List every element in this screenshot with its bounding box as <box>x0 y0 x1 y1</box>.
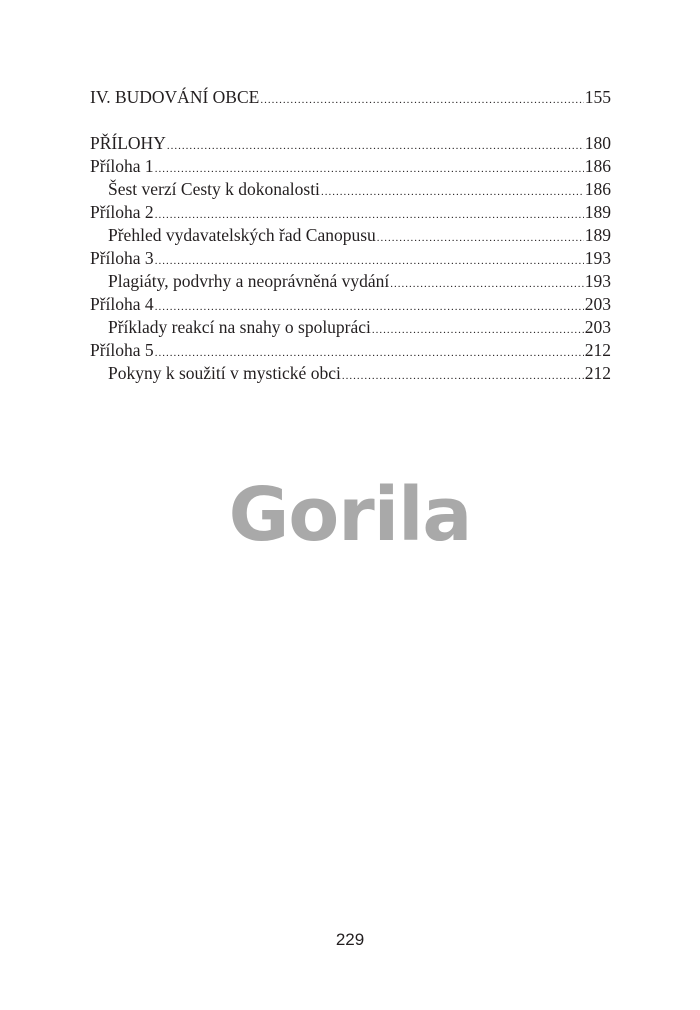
toc-entry-page: 189 <box>584 202 611 222</box>
table-of-contents <box>90 86 611 385</box>
toc-entry-label: IV. BUDOVÁNÍ OBCE <box>90 87 260 107</box>
toc-subentry-prehled <box>90 224 611 247</box>
toc-entry-label: Pokyny k soužití v mystické obci <box>108 363 341 383</box>
toc-entry-priloha-1 <box>90 155 611 178</box>
toc-entry-prilohy <box>90 132 611 155</box>
toc-entry-page: 212 <box>584 340 611 360</box>
toc-entry-page: 193 <box>584 271 611 291</box>
dot-leader <box>260 89 583 112</box>
toc-entry-priloha-3 <box>90 247 611 270</box>
toc-entry-label: Příloha 1 <box>90 156 154 176</box>
toc-entry-page: 180 <box>584 133 611 153</box>
toc-entry-page: 203 <box>584 317 611 337</box>
toc-entry-page: 212 <box>584 363 611 383</box>
page-number: 229 <box>335 930 365 949</box>
toc-entry-label: Plagiáty, podvrhy a neoprávněná vydání <box>108 271 390 291</box>
toc-entry-label: Šest verzí Cesty k dokonalosti <box>108 179 320 199</box>
dot-leader <box>167 135 584 158</box>
dot-leader <box>342 365 584 388</box>
toc-entry-page: 189 <box>584 225 611 245</box>
publisher-watermark: Gorila <box>228 472 472 558</box>
toc-entry-page: 155 <box>584 87 611 107</box>
dot-leader <box>321 181 584 204</box>
toc-entry-label: Příloha 4 <box>90 294 154 314</box>
toc-subentry-plagiaty <box>90 270 611 293</box>
toc-subentry-priklady <box>90 316 611 339</box>
toc-entry-priloha-2 <box>90 201 611 224</box>
toc-entry-page: 186 <box>584 179 611 199</box>
toc-entry-page: 203 <box>584 294 611 314</box>
dot-leader <box>372 319 584 342</box>
toc-subentry-sest-verzi <box>90 178 611 201</box>
toc-entry-label: Příloha 3 <box>90 248 154 268</box>
toc-entry-priloha-4 <box>90 293 611 316</box>
toc-entry-label: Přehled vydavatelských řad Canopusu <box>108 225 376 245</box>
toc-subentry-pokyny <box>90 362 611 385</box>
dot-leader <box>377 227 584 250</box>
toc-entry-label: Příloha 5 <box>90 340 154 360</box>
dot-leader <box>390 273 584 296</box>
toc-entry-priloha-5 <box>90 339 611 362</box>
toc-entry-page: 186 <box>584 156 611 176</box>
toc-entry-budovani-obce <box>90 86 611 109</box>
toc-entry-label: Příklady reakcí na snahy o spolupráci <box>108 317 371 337</box>
toc-entry-label: PŘÍLOHY <box>90 133 166 153</box>
toc-entry-page: 193 <box>584 248 611 268</box>
toc-entry-label: Příloha 2 <box>90 202 154 222</box>
